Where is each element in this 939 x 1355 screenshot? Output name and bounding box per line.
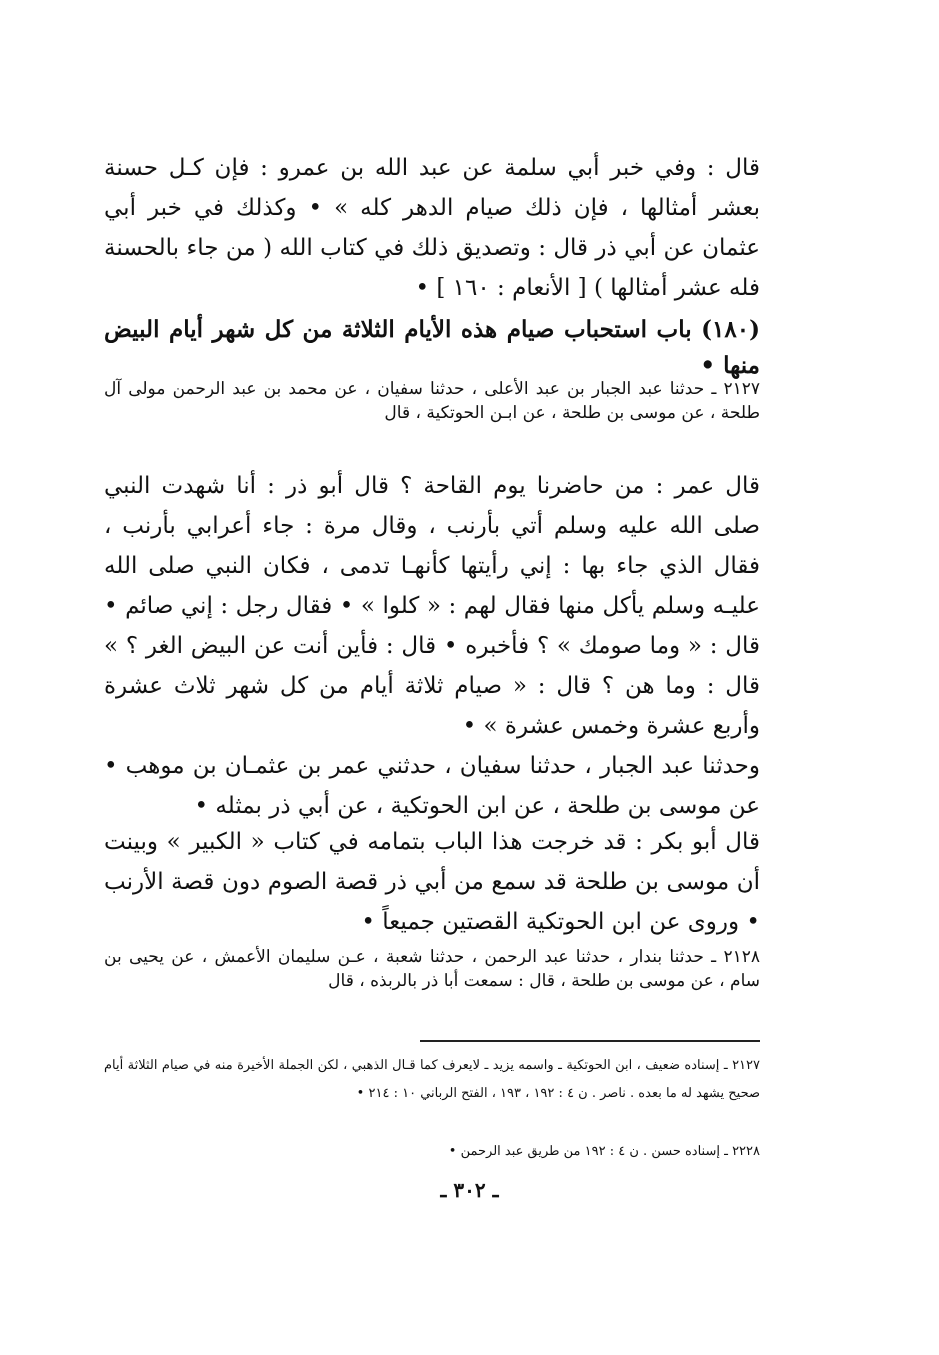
hadith-isnad-2128: ٢١٢٨ ـ حدثنا بندار ، حدثنا عبد الرحمن ، حدثنا شعبة ، عـن سليمان الأعمش ، عن يحيى بن سام ، عن موسى بن طلحة ، قال : سمعت أبا ذر بالربذه ، قال bbox=[104, 947, 760, 991]
body-paragraph-2: قال عمر : من حاضرنا يوم القاحة ؟ قال أبو ذر : أنا شهدت النبي صلى الله عليه وسلم أتي بأرنب ، وقال مرة : جاء أعرابي بأرنب ، فقال الذي جاء بها : إني رأيتها كأنهـا تدمى ، فكان النبي صلى الله عليـه وسلم يأكل منها فقال لهم : « كلوا » • فقال رجل : إني صائم • قال : « وما صومك » ؟ فأخبره • قال : فأين أنت عن البيض الغر ؟ » قال : وما هن ؟ قال : « صيام ثلاثة أيام من كل شهر ثلاث عشرة وأربع عشرة وخمس عشرة » • bbox=[104, 473, 760, 739]
chapter-heading: (١٨٠) باب استحباب صيام هذه الأيام الثلاثة من كل شهر أيام البيض منها • bbox=[104, 316, 760, 379]
page-number: ـ ٣٠٢ ـ bbox=[440, 1178, 499, 1202]
body-paragraph-3: وحدثنا عبد الجبار ، حدثنا سفيان ، حدثني عمر بن عثمـان بن موهب • عن موسى بن طلحة ، عن ابن الحوتكية ، عن أبي ذر بمثله • bbox=[104, 753, 760, 819]
footnote-2128: ٢٢٢٨ ـ إسناده حسن . ن ٤ : ١٩٢ من طريق عبد الرحمن • bbox=[448, 1144, 760, 1159]
footnote-divider bbox=[420, 1040, 760, 1042]
hadith-isnad-2127: ٢١٢٧ ـ حدثنا عبد الجبار بن عبد الأعلى ، حدثنا سفيان ، عن محمد بن عبد الرحمن مولى آل طلحة ، عن موسى بن طلحة ، عن ابـن الحوتكية ، قال bbox=[104, 379, 760, 423]
body-paragraph-1: قال : وفي خبر أبي سلمة عن عبد الله بن عمرو : فإن كـل حسنة بعشر أمثالها ، فإن ذلك صيام الدهر كله » • وكذلك في خبر أبي عثمان عن أبي ذر قال : وتصديق ذلك في كتاب الله ( من جاء بالحسنة فله عشر أمثالها ) [ الأنعام : ١٦٠ ] • bbox=[104, 155, 760, 301]
footnote-2127: ٢١٢٧ ـ إسناده ضعيف ، ابن الحوتكية ـ واسمه يزيد ـ لايعرف كما قـال الذهبي ، لكن الجملة الأخيرة منه في صيام الثلاثة أيام صحيح يشهد له ما بعده . ناصر . ن ٤ : ١٩٢ ، ١٩٣ ، الفتح الرباني ١٠ : ٢١٤ • bbox=[104, 1058, 760, 1101]
body-paragraph-4: قال أبو بكر : قد خرجت هذا الباب بتمامه في كتاب « الكبير » وبينت أن موسى بن طلحة قد سمع من أبي ذر قصة الصوم دون قصة الأرنب • وروى عن ابن الحوتكية القصتين جميعاً • bbox=[104, 829, 760, 935]
